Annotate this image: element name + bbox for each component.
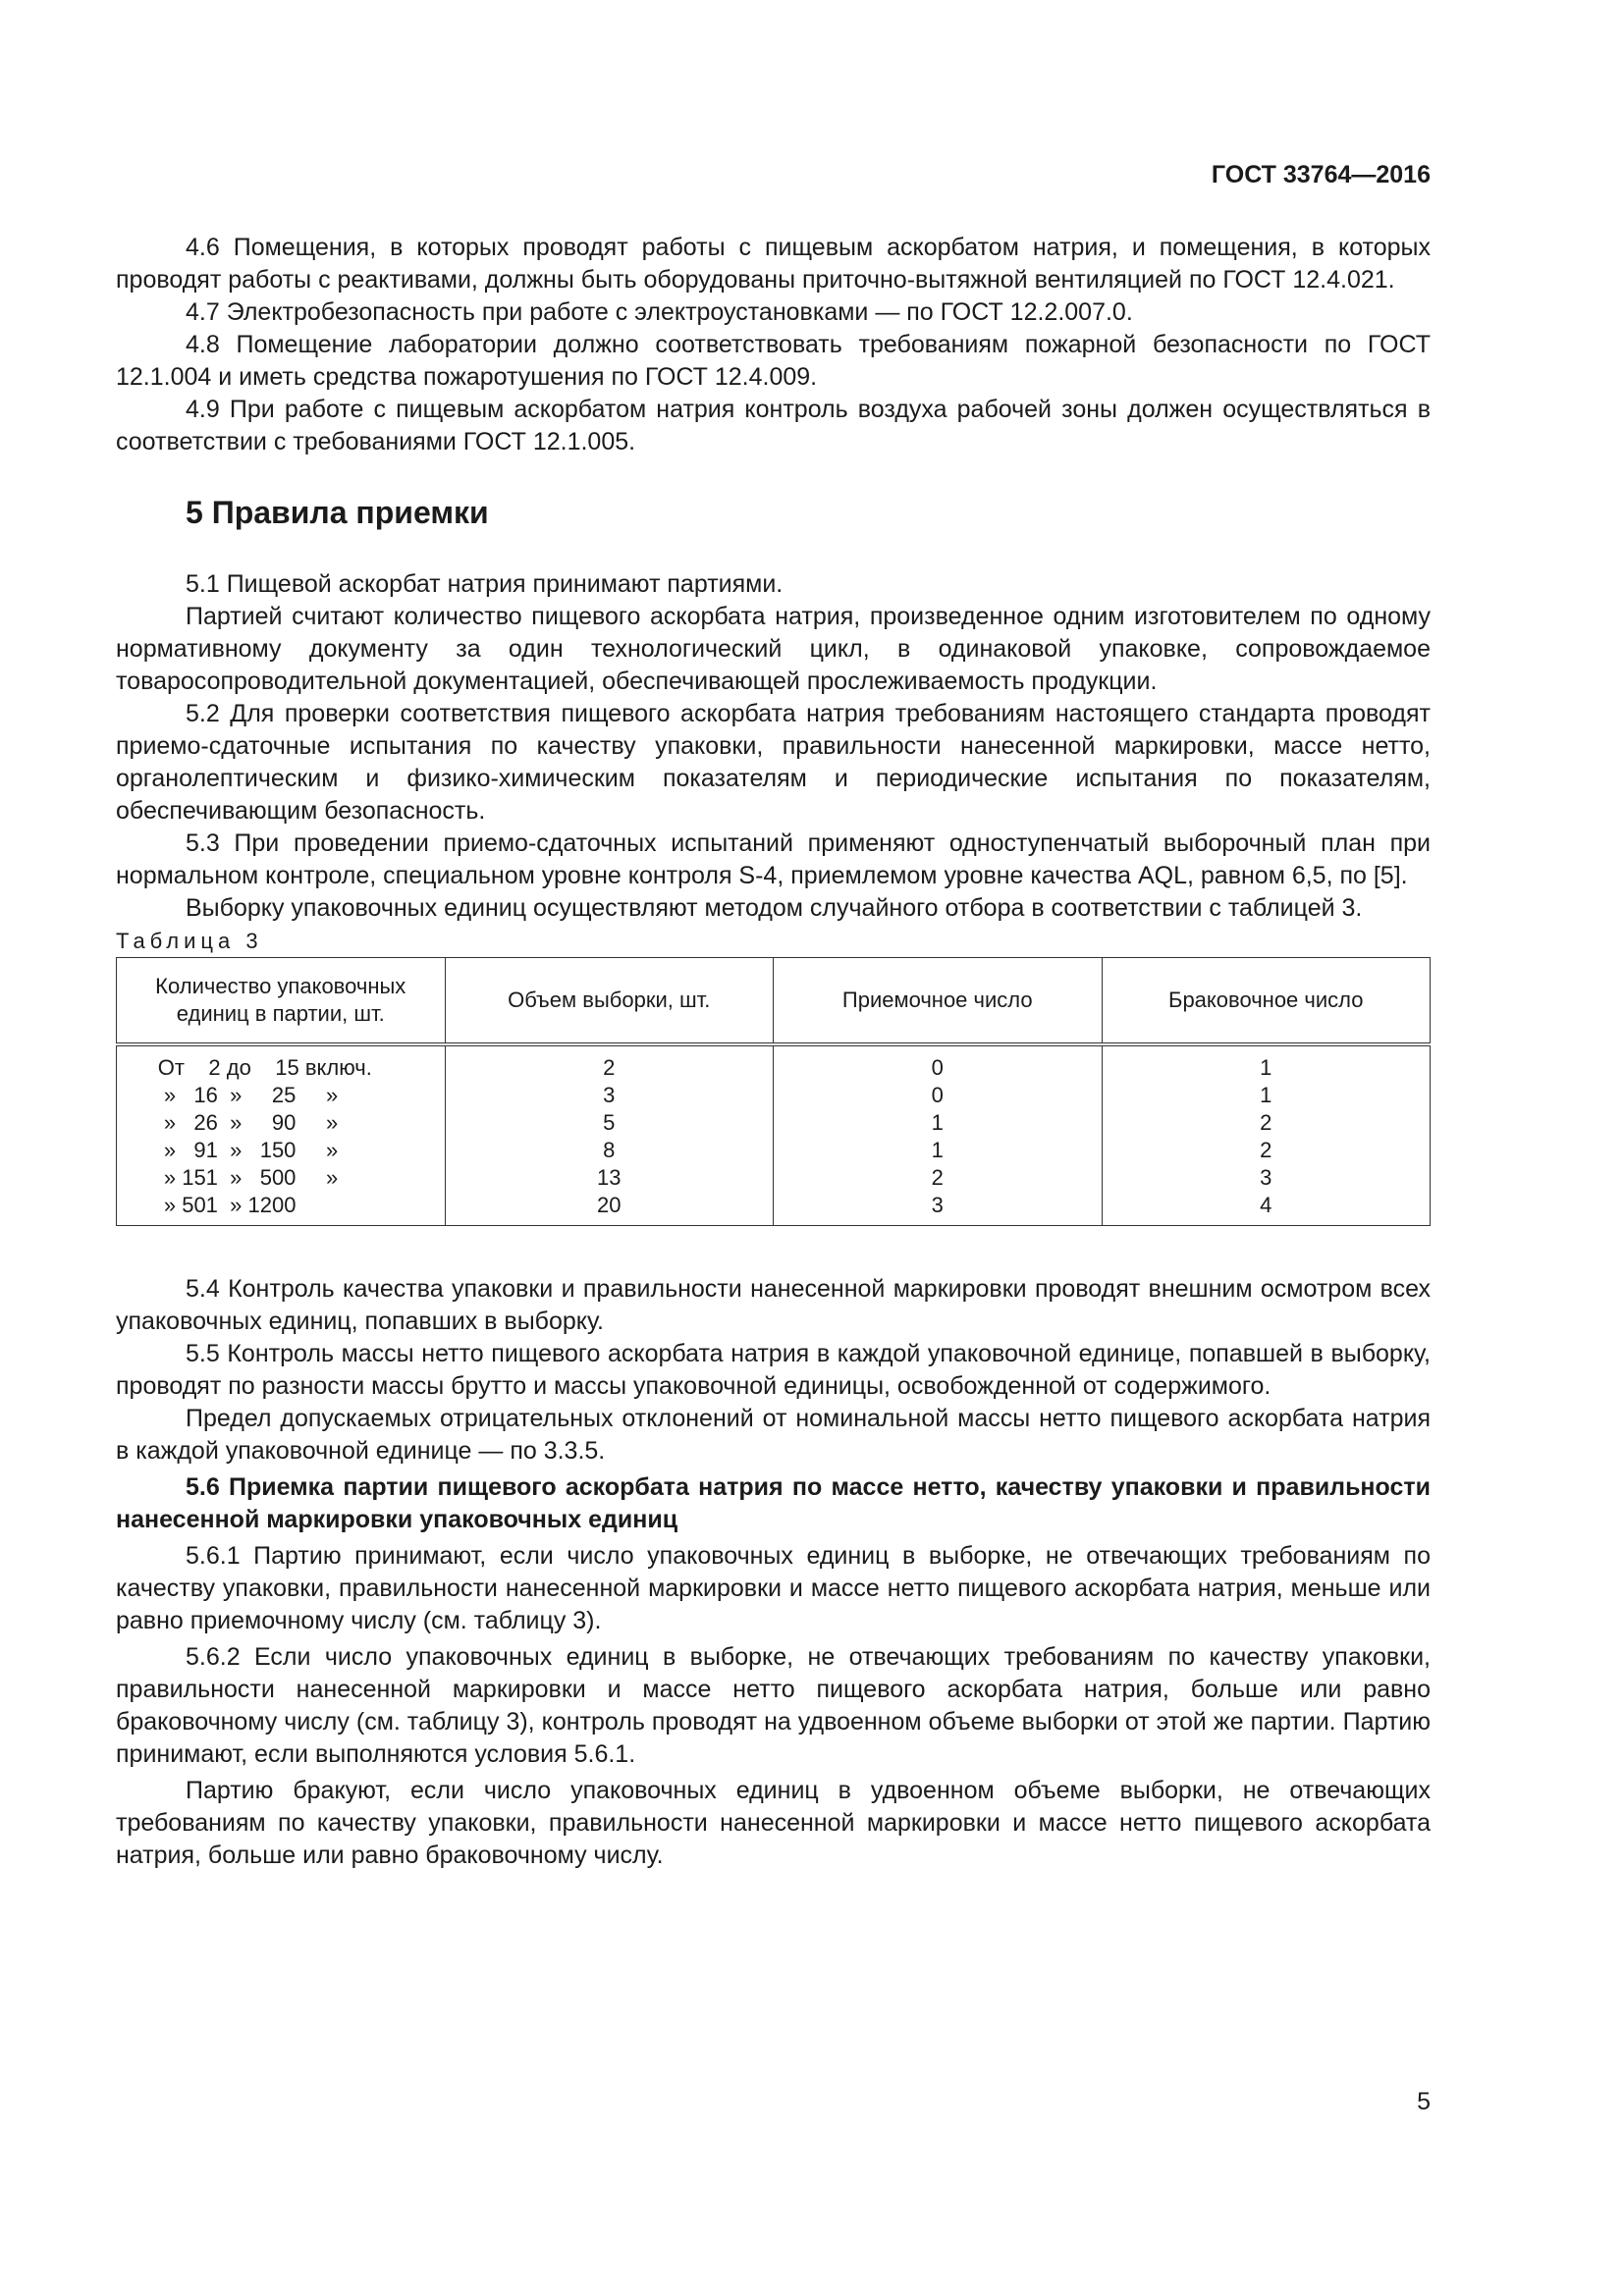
paragraph-4-8: 4.8 Помещение лаборатории должно соответствовать требованиям пожарной безопасности по ГОСТ 12.1.004 и иметь средства пожаротушения по ГОСТ 12.4.009. — [116, 331, 1431, 391]
paragraph-4-9: 4.9 При работе с пищевым аскорбатом натрия контроль воздуха рабочей зоны должен осуществляться в соответствии с требованиями ГОСТ 12.1.005. — [116, 396, 1431, 455]
paragraph-lot-definition: Партией считают количество пищевого аскорбата натрия, произведенное одним изготовителем по одному нормативному документу за один технологический цикл, в одинаковой упаковке, сопровождаемое товаросопроводительной документацией, обеспечивающей прослеживаемость продукции. — [116, 603, 1431, 695]
document-code: ГОСТ 33764—2016 — [1211, 161, 1431, 188]
table-row — [117, 1137, 1431, 1164]
table-cell-lot-size: » 26 » 90 » — [157, 1110, 339, 1135]
paragraph-5-3: 5.3 При проведении приемо-сдаточных испытаний применяют одноступенчатый выборочный план при нормальном контроле, специальном уровне контроля S-4, приемлемом уровне качества AQL, равном 6,5, по [5]. — [116, 829, 1431, 889]
paragraph-4-7: 4.7 Электробезопасность при работе с электроустановками — по ГОСТ 12.2.007.0. — [186, 298, 1133, 326]
table-header-acceptance-number: Приемочное число — [774, 958, 1103, 1045]
table-cell-acceptance-number: 3 — [774, 1192, 1103, 1226]
table-header-lot-size: Количество упаковочных единиц в партии, шт. — [117, 958, 446, 1045]
paragraph-net-mass-tolerance: Предел допускаемых отрицательных отклонений от номинальной массы нетто пищевого аскорбата натрия в каждой упаковочной единице — по 3.3.5. — [116, 1405, 1431, 1465]
table-cell-acceptance-number: 2 — [774, 1164, 1103, 1192]
paragraph-5-1: 5.1 Пищевой аскорбат натрия принимают партиями. — [186, 570, 784, 598]
table-cell-lot-size: » 501 » 1200 — [157, 1193, 297, 1217]
table-cell-sample-size: 2 — [445, 1044, 774, 1082]
paragraph-4-6: 4.6 Помещения, в которых проводят работы с пищевым аскорбатом натрия, и помещения, в которых проводят работы с реактивами, должны быть оборудованы приточно-вытяжной вентиляцией по ГОСТ 12.4.021. — [116, 234, 1431, 294]
table-cell-lot-size: » 91 » 150 » — [157, 1138, 339, 1162]
table-cell-sample-size: 8 — [445, 1137, 774, 1164]
table-header-row — [117, 958, 1431, 1045]
table-row — [117, 1109, 1431, 1137]
table-cell-sample-size: 5 — [445, 1109, 774, 1137]
table-cell-rejection-number: 1 — [1102, 1082, 1431, 1109]
table-cell-rejection-number: 2 — [1102, 1109, 1431, 1137]
table-cell-lot-size: От 2 до 15 включ. — [157, 1055, 372, 1080]
paragraph-lot-rejection: Партию бракуют, если число упаковочных единиц в удвоенном объеме выборки, не отвечающих требованиям по качеству упаковки, правильности нанесенной маркировки и массе нетто пищевого аскорбата натрия, больше или равно браковочному числу. — [116, 1777, 1431, 1869]
table-header-rejection-number: Браковочное число — [1102, 958, 1431, 1045]
table-cell-rejection-number: 4 — [1102, 1192, 1431, 1226]
paragraph-sampling: Выборку упаковочных единиц осуществляют методом случайного отбора в соответствии с таблицей 3. — [186, 894, 1363, 922]
table-cell-lot-size: » 16 » 25 » — [157, 1083, 339, 1107]
table-cell-rejection-number: 3 — [1102, 1164, 1431, 1192]
table-cell-acceptance-number: 0 — [774, 1082, 1103, 1109]
page-number: 5 — [1417, 2088, 1431, 2115]
section-title: 5 Правила приемки — [186, 495, 489, 530]
document-body — [116, 232, 1431, 1872]
paragraph-5-2: 5.2 Для проверки соответствия пищевого аскорбата натрия требованиям настоящего стандарта проводят приемо-сдаточные испытания по качеству упаковки, правильности нанесенной маркировки, массе нетто, органолептическим и физико-химическим показателям и периодические испытания по показателям, обеспечивающим безопасность. — [116, 700, 1431, 825]
subsection-5-6-title: 5.6 Приемка партии пищевого аскорбата натрия по массе нетто, качеству упаковки и правильности нанесенной маркировки упаковочных единиц — [116, 1473, 1431, 1533]
table-header-sample-size: Объем выборки, шт. — [445, 958, 774, 1045]
table-cell-lot-size: » 151 » 500 » — [157, 1165, 339, 1190]
table-row — [117, 1082, 1431, 1109]
paragraph-5-6-1: 5.6.1 Партию принимают, если число упаковочных единиц в выборке, не отвечающих требованиям по качеству упаковки, правильности нанесенной маркировки и массе нетто пищевого аскорбата натрия, меньше или равно приемочному числу (см. таблицу 3). — [116, 1542, 1431, 1634]
table-cell-acceptance-number: 1 — [774, 1109, 1103, 1137]
paragraph-5-5: 5.5 Контроль массы нетто пищевого аскорбата натрия в каждой упаковочной единице, попавшей в выборку, проводят по разности массы брутто и массы упаковочной единицы, освобожденной от содержимого. — [116, 1340, 1431, 1400]
table-cell-rejection-number: 1 — [1102, 1044, 1431, 1082]
table-row — [117, 1164, 1431, 1192]
table-cell-sample-size: 20 — [445, 1192, 774, 1226]
table-cell-rejection-number: 2 — [1102, 1137, 1431, 1164]
table-cell-acceptance-number: 1 — [774, 1137, 1103, 1164]
table-caption: Таблица 3 — [116, 929, 263, 953]
table-cell-acceptance-number: 0 — [774, 1044, 1103, 1082]
table-cell-sample-size: 13 — [445, 1164, 774, 1192]
table-row — [117, 1192, 1431, 1226]
table-row — [117, 1044, 1431, 1082]
paragraph-5-6-2: 5.6.2 Если число упаковочных единиц в выборке, не отвечающих требованиям по качеству упаковки, правильности нанесенной маркировки и массе нетто пищевого аскорбата натрия, больше или равно браковочному числу (см. таблицу 3), контроль проводят на удвоенном объеме выборки от этой же партии. Партию принимают, если выполняются условия 5.6.1. — [116, 1643, 1431, 1768]
sampling-table — [116, 957, 1431, 1226]
paragraph-5-4: 5.4 Контроль качества упаковки и правильности нанесенной маркировки проводят внешним осмотром всех упаковочных единиц, попавших в выборку. — [116, 1275, 1431, 1335]
table-cell-sample-size: 3 — [445, 1082, 774, 1109]
